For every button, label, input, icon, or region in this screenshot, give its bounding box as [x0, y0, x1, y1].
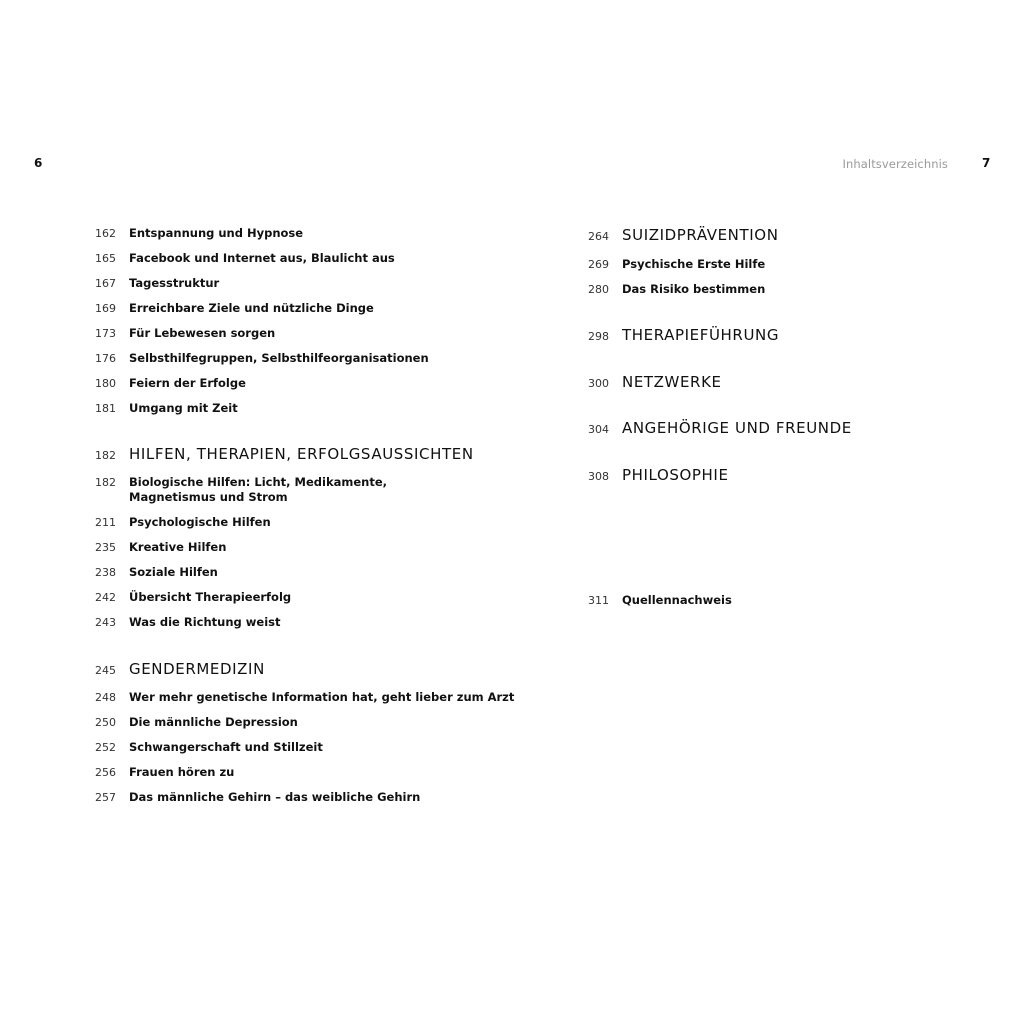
- toc-section-heading[interactable]: [588, 373, 968, 419]
- toc-entry-title: Die männliche Depression: [129, 715, 298, 729]
- toc-entry-title: Kreative Hilfen: [129, 540, 227, 554]
- toc-entry-title: Schwangerschaft und Stillzeit: [129, 740, 323, 754]
- toc-page-number: 181: [95, 402, 116, 415]
- toc-page-number: 248: [95, 691, 116, 704]
- toc-entry-title: Selbsthilfegruppen, Selbsthilfeorganisationen: [129, 351, 429, 365]
- toc-page-number: 180: [95, 377, 116, 390]
- toc-entry[interactable]: [95, 326, 475, 351]
- toc-page-number: 242: [95, 591, 116, 604]
- toc-page-number: 165: [95, 252, 116, 265]
- toc-entry-title: Entspannung und Hypnose: [129, 226, 304, 240]
- toc-page-number: 250: [95, 716, 116, 729]
- toc-entry-title: Was die Richtung weist: [129, 615, 281, 629]
- toc-page-number: 256: [95, 766, 116, 779]
- page-number-right: 7: [982, 156, 991, 170]
- toc-page-number: 167: [95, 277, 116, 290]
- toc-section-heading[interactable]: [588, 466, 968, 593]
- toc-page-number: 269: [588, 258, 609, 271]
- toc-page-number: 280: [588, 283, 609, 296]
- toc-entry-title: Feiern der Erfolge: [129, 376, 246, 390]
- toc-section-title: HILFEN, THERAPIEN, ERFOLGSAUSSICHTEN: [129, 445, 474, 463]
- toc-entry-title: Quellennachweis: [622, 593, 732, 607]
- toc-entry-title: Facebook und Internet aus, Blaulicht aus: [129, 251, 395, 265]
- toc-page-number: 264: [588, 230, 609, 243]
- toc-entry-title: Tagesstruktur: [129, 276, 220, 290]
- toc-page-number: 308: [588, 470, 609, 483]
- toc-entry[interactable]: [95, 690, 515, 715]
- toc-page-number: 238: [95, 566, 116, 579]
- toc-entry-title: Soziale Hilfen: [129, 565, 218, 579]
- toc-entry-title: Wer mehr genetische Information hat, geht lieber zum Arzt: [129, 690, 515, 704]
- toc-page-number: 176: [95, 352, 116, 365]
- toc-page-number: 243: [95, 616, 116, 629]
- toc-entry[interactable]: [95, 475, 475, 515]
- toc-entry[interactable]: [95, 351, 475, 376]
- toc-page-number: 257: [95, 791, 116, 804]
- toc-entry[interactable]: [95, 540, 475, 565]
- toc-section-heading[interactable]: [588, 326, 968, 373]
- toc-section-heading[interactable]: [588, 226, 968, 257]
- toc-entry[interactable]: [95, 715, 475, 740]
- toc-section-title: NETZWERKE: [622, 373, 722, 391]
- toc-entry[interactable]: [95, 765, 475, 790]
- toc-entry-title: Psychische Erste Hilfe: [622, 257, 766, 271]
- toc-entry[interactable]: [95, 301, 475, 326]
- toc-section-title: GENDERMEDIZIN: [129, 660, 265, 678]
- toc-entry-title: Das männliche Gehirn – das weibliche Gehirn: [129, 790, 421, 804]
- toc-entry[interactable]: [95, 515, 475, 540]
- toc-entry-title: Umgang mit Zeit: [129, 401, 238, 415]
- toc-page-number: 182: [95, 476, 116, 489]
- toc-entry-title: Für Lebewesen sorgen: [129, 326, 276, 340]
- toc-entry[interactable]: [95, 376, 475, 401]
- toc-entry[interactable]: [588, 282, 968, 326]
- toc-page-number: 162: [95, 227, 116, 240]
- toc-page-number: 300: [588, 377, 609, 390]
- toc-section-heading[interactable]: [95, 660, 475, 690]
- toc-entry-title: Psychologische Hilfen: [129, 515, 271, 529]
- toc-page-number: 304: [588, 423, 609, 436]
- toc-page-number: 235: [95, 541, 116, 554]
- toc-entry-title: Frauen hören zu: [129, 765, 235, 779]
- toc-entry-title: Erreichbare Ziele und nützliche Dinge: [129, 301, 374, 315]
- toc-page-number: 311: [588, 594, 609, 607]
- toc-section-heading[interactable]: [95, 445, 475, 475]
- toc-page-number: 211: [95, 516, 116, 529]
- toc-section-heading[interactable]: [588, 419, 968, 466]
- toc-entry-title: Übersicht Therapieerfolg: [129, 590, 292, 604]
- toc-entry-title: Das Risiko bestimmen: [622, 282, 766, 296]
- toc-section-title: THERAPIEFÜHRUNG: [622, 326, 780, 344]
- toc-page-number: 169: [95, 302, 116, 315]
- toc-entry[interactable]: [588, 593, 968, 618]
- toc-page-number: 173: [95, 327, 116, 340]
- toc-page-number: 182: [95, 449, 116, 462]
- toc-entry[interactable]: [95, 615, 475, 660]
- toc-entry[interactable]: [95, 740, 475, 765]
- toc-entry[interactable]: [95, 790, 475, 815]
- toc-entry[interactable]: [588, 257, 968, 282]
- toc-page-number: 245: [95, 664, 116, 677]
- toc-entry-title: Biologische Hilfen: Licht, Medikamente, Magnetismus und Strom: [129, 475, 387, 504]
- toc-entry[interactable]: [95, 590, 475, 615]
- toc-entry[interactable]: [95, 565, 475, 590]
- toc-page-number: 252: [95, 741, 116, 754]
- toc-entry[interactable]: [95, 276, 475, 301]
- toc-section-title: PHILOSOPHIE: [622, 466, 729, 484]
- toc-left-column: [95, 226, 515, 815]
- toc-page-number: 298: [588, 330, 609, 343]
- toc-entry[interactable]: [95, 226, 475, 251]
- toc-right-column: [588, 226, 968, 618]
- toc-section-title: SUIZIDPRÄVENTION: [622, 226, 779, 244]
- toc-section-title: ANGEHÖRIGE UND FREUNDE: [622, 419, 852, 437]
- toc-entry[interactable]: [95, 251, 475, 276]
- toc-entry[interactable]: [95, 401, 475, 445]
- page-number-left: 6: [34, 156, 43, 170]
- running-head: Inhaltsverzeichnis: [842, 157, 948, 171]
